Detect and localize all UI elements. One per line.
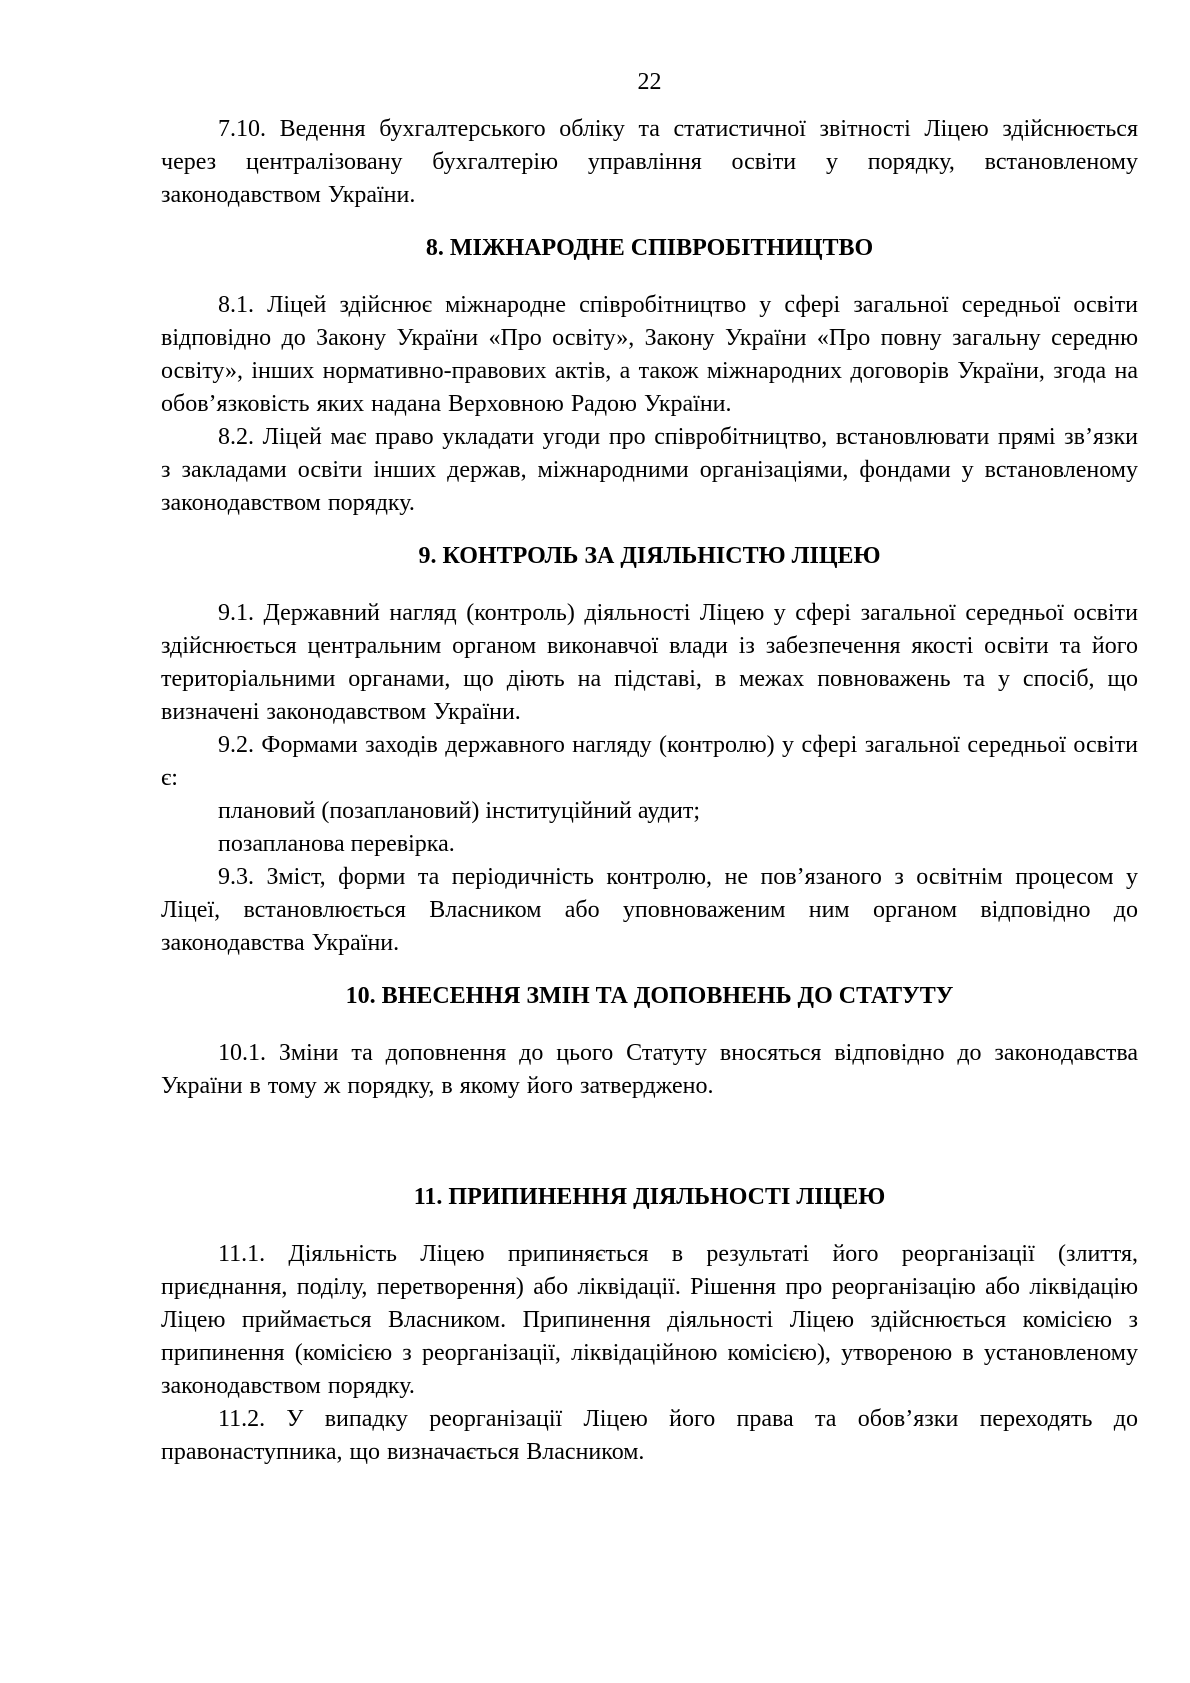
page-number: 22 [637, 69, 662, 95]
paragraph-10-1: 10.1. Зміни та доповнення до цього Статуту вносяться відповідно до законодавства України в тому ж порядку, в якому його затверджено. [161, 1040, 1138, 1099]
paragraph-11-2: 11.2. У випадку реорганізації Ліцею його права та обов’язки переходять до правонаступника, що визначається Власником. [161, 1406, 1138, 1465]
list-item-institutional-audit: плановий (позаплановий) інституційний аудит; [218, 798, 701, 824]
list-item-unscheduled-inspection: позапланова перевірка. [218, 831, 455, 857]
paragraph-8-1: 8.1. Ліцей здійснює міжнародне співробітництво у сфері загальної середньої освіти відповідно до Закону України «Про освіту», Закону України «Про повну загальну середню освіту», інших нормативно-правових актів, а також міжнародних договорів України, згода на обов’язковість яких надана Верховною Радою України. [161, 292, 1138, 417]
paragraph-11-1: 11.1. Діяльність Ліцею припиняється в результаті його реорганізації (злиття, приєднання, поділу, перетворення) або ліквідації. Рішення про реорганізацію або ліквідацію Ліцею приймається Власником. Припинення діяльності Ліцею здійснюється комісією з припинення (комісією з реорганізації, ліквідаційною комісією), утвореною в установленому законодавством порядку. [161, 1241, 1138, 1399]
paragraph-7-10: 7.10. Ведення бухгалтерського обліку та статистичної звітності Ліцею здійснюється через централізовану бухгалтерію управління освіти у порядку, встановленому законодавством України. [161, 116, 1138, 208]
section-10-heading: 10. ВНЕСЕННЯ ЗМІН ТА ДОПОВНЕНЬ ДО СТАТУТУ [345, 983, 954, 1009]
paragraph-9-3: 9.3. Зміст, форми та періодичність контролю, не пов’язаного з освітнім процесом у Ліцеї, встановлюється Власником або уповноваженим ним органом відповідно до законодавства України. [161, 864, 1138, 956]
section-11-heading: 11. ПРИПИНЕННЯ ДІЯЛЬНОСТІ ЛІЦЕЮ [413, 1184, 886, 1210]
section-9-heading: 9. КОНТРОЛЬ ЗА ДІЯЛЬНІСТЮ ЛІЦЕЮ [418, 543, 881, 569]
section-8-heading: 8. МІЖНАРОДНЕ СПІВРОБІТНИЦТВО [425, 235, 874, 261]
paragraph-9-2: 9.2. Формами заходів державного нагляду (контролю) у сфері загальної середньої освіти є: [161, 732, 1138, 791]
document-content [161, 66, 1138, 1469]
paragraph-8-2: 8.2. Ліцей має право укладати угоди про співробітництво, встановлювати прямі зв’язки з закладами освіти інших держав, міжнародними організаціями, фондами у встановленому законодавством порядку. [161, 424, 1138, 516]
paragraph-9-1: 9.1. Державний нагляд (контроль) діяльності Ліцею у сфері загальної середньої освіти здійснюється центральним органом виконавчої влади із забезпечення якості освіти та його територіальними органами, що діють на підставі, в межах повноважень та у спосіб, що визначені законодавством України. [161, 600, 1138, 725]
